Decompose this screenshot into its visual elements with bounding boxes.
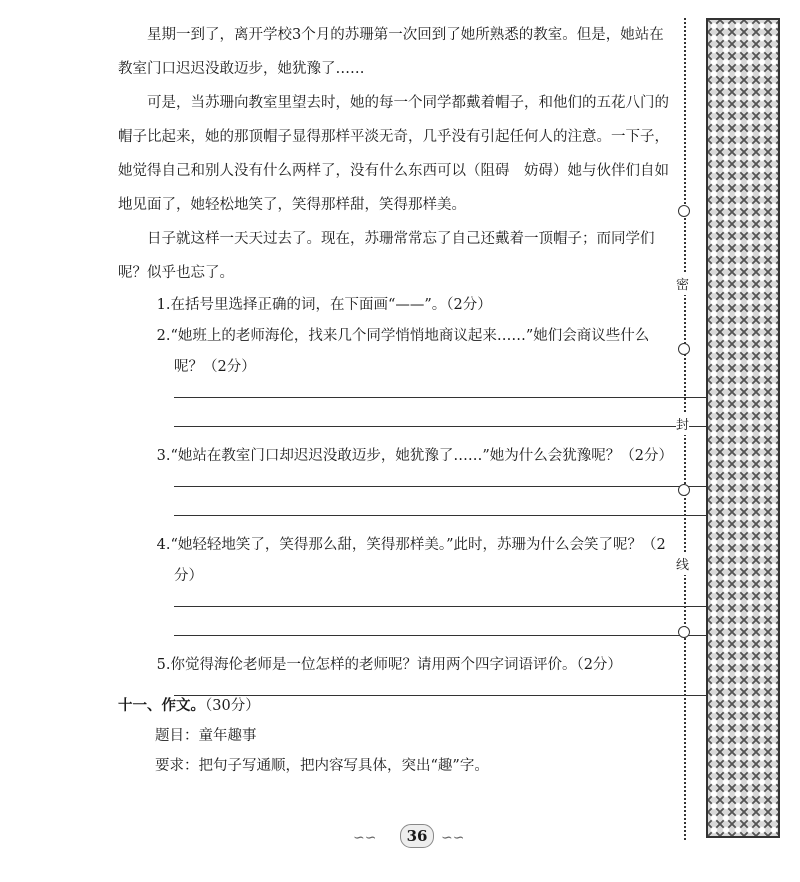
question-1: 1.在括号里选择正确的词，在下面画“——”。（2分） — [156, 297, 492, 313]
page-footer — [345, 822, 485, 852]
seal-label: 封 — [676, 412, 689, 435]
passage-paragraph-3: 日子就这样一天天过去了。现在，苏珊常常忘了自己还戴着一顶帽子；而同学们呢？似乎也忘了。 — [118, 231, 655, 281]
binding-hole — [678, 205, 690, 217]
composition-score: （30分） — [205, 698, 260, 714]
composition-title: 十一、作文。 — [118, 698, 205, 714]
composition-heading — [118, 694, 260, 715]
seal-label: 线 — [676, 552, 689, 575]
reading-passage — [118, 18, 678, 696]
binding-hole — [678, 484, 690, 496]
ornament-icon: ∽∽ — [441, 830, 465, 846]
question-4: 4.“她轻轻地笑了，笑得那么甜，笑得那样美。”此时，苏珊为什么会笑了呢？（2分） — [156, 537, 666, 584]
passage-paragraph-2: 可是，当苏珊向教室里望去时，她的每一个同学都戴着帽子，和他们的五花八门的帽子比起来，她的那顶帽子显得那样平淡无奇，几乎没有引起任何人的注意。一下子，她觉得自己和别人没有什么两样了，没有什么东西可以（阻碍 妨碍）她与伙伴们自如地见面了，她轻松地笑了，笑得那样甜，笑得那样美。 — [118, 95, 669, 213]
composition-requirement: 要求：把句子写通顺，把内容写具体，突出“趣”字。 — [155, 758, 489, 774]
question-3: 3.“她站在教室门口却迟迟没敢迈步，她犹豫了……”她为什么会犹豫呢？（2分） — [156, 448, 673, 464]
composition-topic: 题目：童年趣事 — [155, 728, 257, 744]
seal-label: 密 — [676, 272, 689, 295]
binding-hole — [678, 626, 690, 638]
binding-hole — [678, 343, 690, 355]
page-number: 36 — [400, 824, 434, 848]
ornament-icon: ∽∽ — [353, 830, 377, 846]
question-2: 2.“她班上的老师海伦，找来几个同学悄悄地商议起来……”她们会商议些什么呢？（2分） — [156, 328, 650, 375]
question-5: 5.你觉得海伦老师是一位怎样的老师呢？请用两个四字词语评价。（2分） — [156, 657, 622, 673]
decorative-border-strip — [706, 18, 780, 838]
passage-paragraph-1: 星期一到了，离开学校3个月的苏珊第一次回到了她所熟悉的教室。但是，她站在教室门口迟迟没敢迈步，她犹豫了…… — [118, 27, 664, 77]
